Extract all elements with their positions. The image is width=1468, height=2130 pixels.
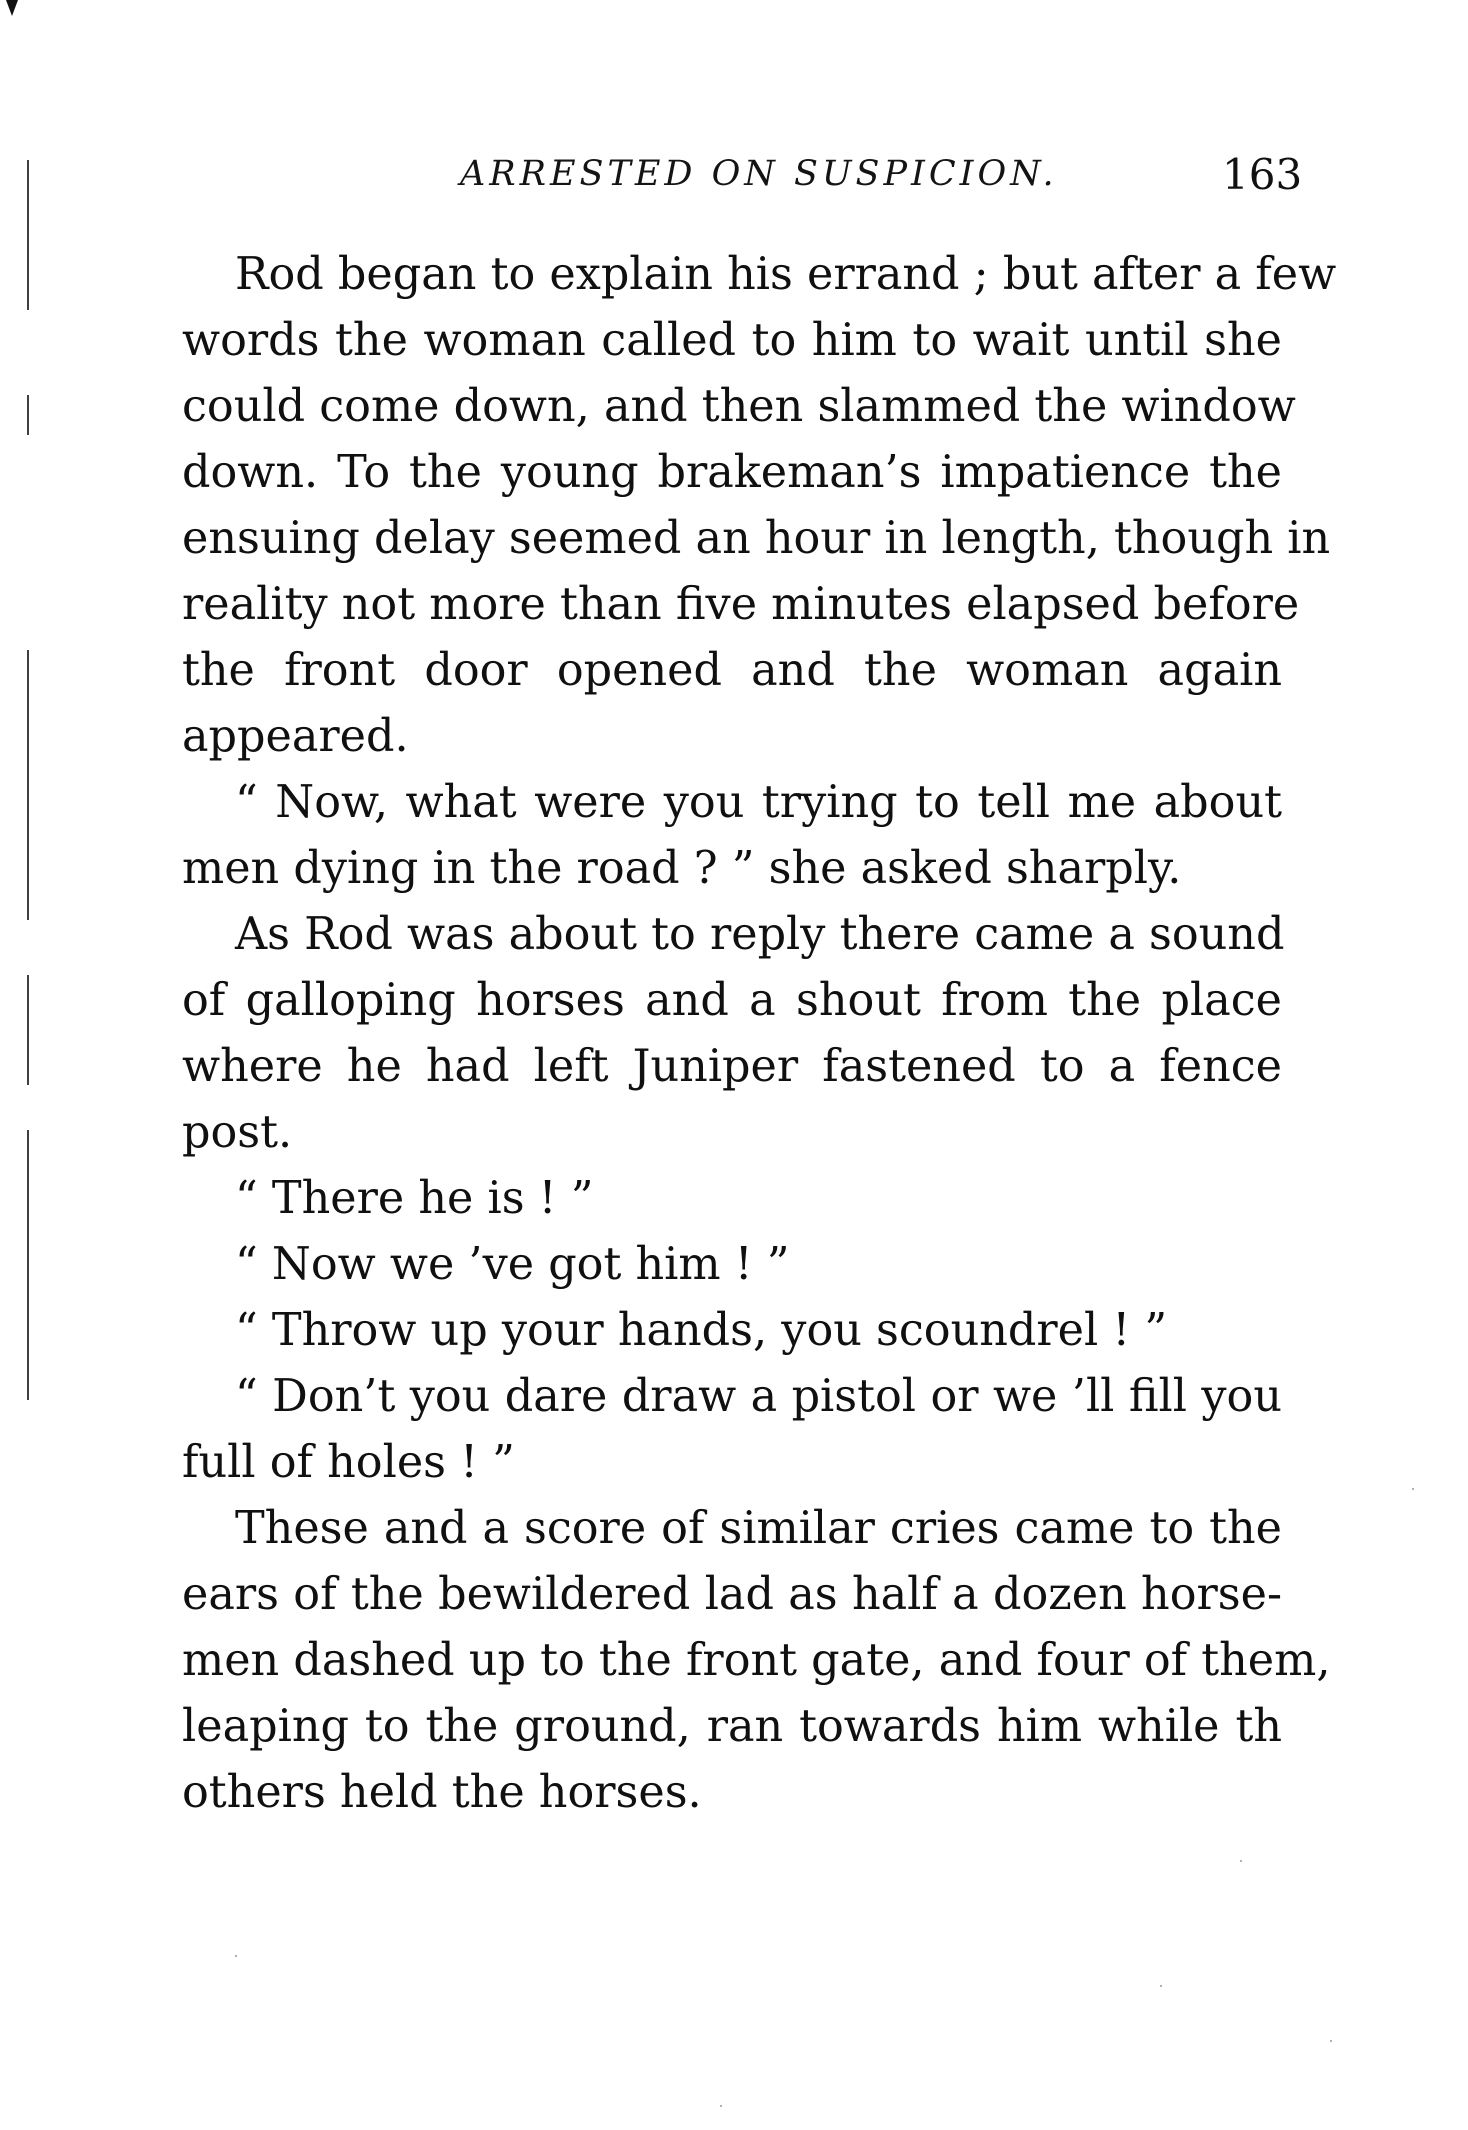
text-line: “ Throw up your hands, you scoundrel ! ” [235,1305,1168,1356]
text-line: post. [182,1107,293,1158]
text-line: Rod began to explain his errand ; but after a few [235,249,1337,300]
scan-speck [235,1955,237,1957]
text-line: men dying in the road ? ” she asked sharply. [182,843,1182,894]
margin-scan-line [27,650,29,920]
text-line: words the woman called to him to wait until she [182,315,1282,366]
corner-ink-mark [6,0,18,16]
text-line: could come down, and then slammed the window [182,381,1296,432]
text-line: “ There he is ! ” [235,1173,594,1224]
text-line: appeared. [182,711,409,762]
text-line: reality not more than five minutes elapsed before [182,579,1300,630]
text-line: As Rod was about to reply there came a sound [235,909,1285,960]
scan-speck [1160,1985,1162,1987]
scan-speck [1330,2040,1332,2042]
text-line: ensuing delay seemed an hour in length, though in [182,513,1331,564]
text-line: These and a score of similar cries came to the [235,1503,1282,1554]
text-line: down. To the young brakeman’s impatience the [182,447,1282,498]
margin-scan-line [27,975,29,1085]
page-number: 163 [1222,150,1303,199]
text-line: full of holes ! ” [182,1437,515,1488]
text-line: others held the horses. [182,1767,702,1818]
text-line: ears of the bewildered lad as half a dozen horse- [182,1569,1282,1620]
text-line: “ Now we ’ve got him ! ” [235,1239,790,1290]
text-line: “ Now, what were you trying to tell me about [235,777,1282,828]
scan-speck [1240,1860,1242,1862]
scan-speck [1412,1488,1414,1490]
scan-speck [720,2105,722,2107]
text-line: “ Don’t you dare draw a pistol or we ’ll fill you [235,1371,1282,1422]
text-line: where he had left Juniper fastened to a fence [182,1041,1282,1092]
margin-scan-line [27,160,29,310]
margin-scan-line [27,395,29,435]
text-line: men dashed up to the front gate, and four of them, [182,1635,1331,1686]
margin-scan-line [27,1130,29,1400]
text-line: the front door opened and the woman again [182,645,1282,696]
running-title: ARRESTED ON SUSPICION. [460,154,1058,194]
text-line: of galloping horses and a shout from the place [182,975,1282,1026]
text-line: leaping to the ground, ran towards him while th [182,1701,1282,1752]
